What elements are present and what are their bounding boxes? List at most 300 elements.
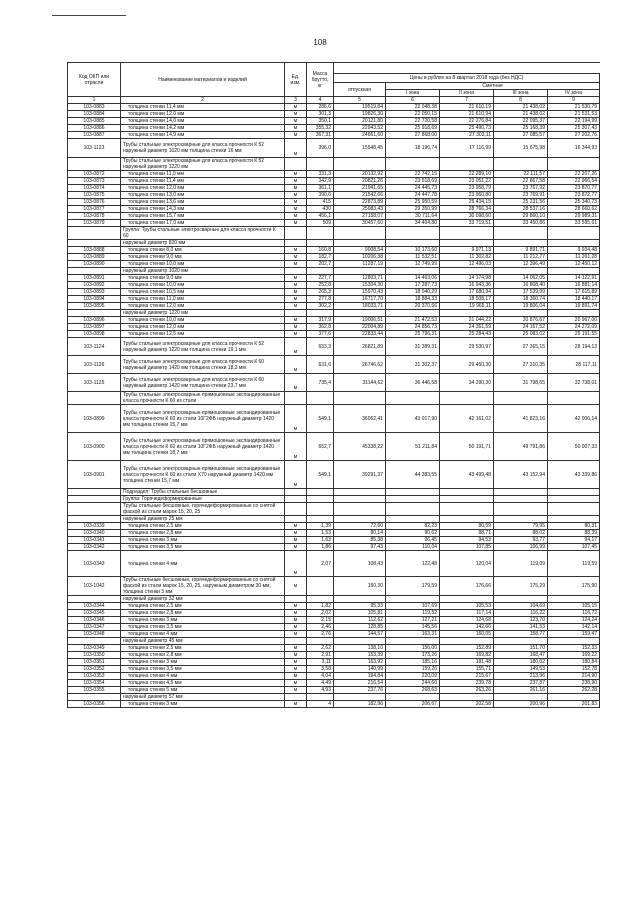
table-row [68,405,600,433]
table-row [68,185,600,192]
unit: м [285,617,307,624]
price-otpusk: 12803,71 [334,275,386,282]
mass [307,240,334,247]
table-row [68,544,600,551]
table-row [68,118,600,125]
price-otpusk: 163,92 [334,659,386,666]
price-zone2: 23 960,80 [440,192,494,199]
price-zone4 [548,503,600,516]
table-row [68,701,600,708]
price-otpusk: 18033,71 [334,303,386,310]
table-row [68,617,600,624]
price-zone2: 18 508,17 [440,296,494,303]
unit: м [285,331,307,338]
price-zone4 [548,694,600,701]
price-zone3: 151,70 [494,645,548,652]
table-row [68,282,600,289]
mass: 2,76 [307,631,334,638]
product-code: 103-0878 [68,213,121,220]
price-zone3 [494,227,548,240]
product-code: 103-0879 [68,220,121,227]
price-zone3: 237,87 [494,680,548,687]
price-zone1: 110,04 [386,544,440,551]
product-code: 103-0347 [68,624,121,631]
price-otpusk [334,489,386,496]
table-row [68,206,600,213]
price-zone4: 23 872,77 [548,192,600,199]
price-zone3: 25 231,56 [494,199,548,206]
table-row [68,139,600,158]
mass: 390,6 [307,192,334,199]
table-row [68,178,600,185]
price-otpusk: 22833,44 [334,331,386,338]
unit: м [285,303,307,310]
mass [307,268,334,275]
unit: м [285,374,307,392]
price-zone4: 22 207,26 [548,171,600,178]
product-name: толщина стенки 14,0 мм [121,118,285,125]
product-name: Подраздел: Трубы стальные бесшовные [121,489,285,496]
price-otpusk [334,158,386,171]
price-zone1: 43 017,90 [386,405,440,433]
price-zone4: 12 450,12 [548,261,600,268]
price-zone1: 36 446,58 [386,374,440,392]
col-smetnaya-header: Сметная [386,83,600,90]
price-zone4: 42 006,14 [548,405,600,433]
price-otpusk [334,596,386,603]
table-row [68,213,600,220]
price-zone4: 21 530,79 [548,104,600,111]
table-row [68,199,600,206]
price-zone2: 17 680,94 [440,289,494,296]
product-code [68,227,121,240]
product-name: толщина стенки 10,0 мм [121,317,285,324]
price-otpusk: 22943,52 [334,125,386,132]
col-mass-header: Масса брутто, кг [307,63,334,97]
price-zone1 [386,694,440,701]
col-number: 9 [548,97,600,104]
price-zone1: 127,21 [386,617,440,624]
product-code [68,240,121,247]
mass [307,310,334,317]
price-zone4: 105,15 [548,603,600,610]
price-zone3: 28 537,16 [494,206,548,213]
price-otpusk: 15970,43 [334,289,386,296]
price-zone4: 28 194,13 [548,338,600,356]
unit: м [285,338,307,356]
unit: м [285,537,307,544]
price-zone4: 28 660,62 [548,206,600,213]
price-zone3: 116,22 [494,610,548,617]
price-zone2: 33 719,51 [440,220,494,227]
mass: 252,8 [307,282,334,289]
price-zone3: 43 152,94 [494,461,548,489]
product-code: 103-0354 [68,680,121,687]
col-number: 6 [386,97,440,104]
price-zone3 [494,596,548,603]
price-zone3 [494,240,548,247]
product-name: Трубы стальные электросварные для класса прочности К 52 наружный диаметр 1220 мм [121,158,285,171]
price-otpusk [334,496,386,503]
product-name: Трубы стальные электросварные прямошовные экспандированные класса прочности К 60 из стали 10Г2ФБ наружный диаметр 1420 мм толщина стенки 15,7 мм [121,405,285,433]
table-header [68,63,600,104]
group-row [68,496,600,503]
price-zone1: 17 287,73 [386,282,440,289]
price-zone3 [494,310,548,317]
group-row [68,516,600,523]
price-otpusk [334,392,386,405]
group-row [68,310,600,317]
price-zone2: 160,05 [440,631,494,638]
mass: 509 [307,220,334,227]
price-zone4: 124,24 [548,617,600,624]
price-zone2: 29 450,30 [440,356,494,374]
price-otpusk: 16717,70 [334,296,386,303]
table-row [68,687,600,694]
price-zone1: 24 445,73 [386,185,440,192]
price-zone3 [494,516,548,523]
price-zone2: 9 971,13 [440,247,494,254]
price-zone2 [440,496,494,503]
product-name: Трубы стальные электросварные для класса прочности К 52 наружный диаметр 1020 мм толщина стенки 16 мм [121,139,285,158]
price-zone1: 27 868,00 [386,132,440,139]
unit: м [285,433,307,461]
table-row [68,659,600,666]
unit: м [285,544,307,551]
table-row [68,303,600,310]
price-zone1: 22 048,38 [386,104,440,111]
mass: 549,1 [307,405,334,433]
price-zone3: 16 808,40 [494,282,548,289]
product-name: наружный диаметр 32 мм [121,596,285,603]
price-zone2: 181,48 [440,659,494,666]
unit: м [285,125,307,132]
price-otpusk: 15304,30 [334,282,386,289]
price-zone4: 24 272,09 [548,324,600,331]
product-code: 103-0351 [68,659,121,666]
product-code: 103-0345 [68,610,121,617]
product-code: 103-0343 [68,551,121,577]
unit: м [285,111,307,118]
price-zone3: 261,16 [494,687,548,694]
unit: м [285,324,307,331]
unit: м [285,104,307,111]
unit: м [285,220,307,227]
product-name: толщина стенки 2,5 мм [121,603,285,610]
table-row [68,132,600,139]
price-zone1 [386,268,440,275]
product-name: толщина стенки 10,0 мм [121,261,285,268]
price-zone2: 23 051,22 [440,178,494,185]
unit [285,694,307,701]
price-zone4: 32 738,01 [548,374,600,392]
price-otpusk [334,516,386,523]
price-otpusk: 85,38 [334,537,386,544]
price-zone4 [548,240,600,247]
mass [307,516,334,523]
unit: м [285,610,307,617]
price-zone2: 120,04 [440,551,494,577]
unit: м [285,461,307,489]
price-zone1: 145,56 [386,624,440,631]
price-zone4: 17 615,89 [548,289,600,296]
product-name: Трубы стальные электросварные прямошовные экспандированные класса прочности К 60 из стали 10Г2ФБ наружный диаметр 1420 мм толщина стенки 18,7 мм [121,433,285,461]
price-zone1: 10 173,60 [386,247,440,254]
price-zone3: 22 867,58 [494,178,548,185]
price-zone2 [440,638,494,645]
price-zone3 [494,268,548,275]
price-zone1 [386,503,440,516]
price-zone4: 152,78 [548,666,600,673]
price-zone2: 34 290,30 [440,374,494,392]
product-code: 103-0885 [68,118,121,125]
price-zone3: 119,09 [494,551,548,577]
mass: 286,6 [307,104,334,111]
product-code: 103-0874 [68,185,121,192]
mass: 182,7 [307,254,334,261]
product-code: 103-0899 [68,405,121,433]
price-zone3 [494,694,548,701]
unit: м [285,701,307,708]
price-otpusk: 95,33 [334,603,386,610]
product-name: толщина стенки 2,8 мм [121,610,285,617]
col-number: 4 [307,97,334,104]
price-zone2: 28 766,34 [440,206,494,213]
price-zone1: 30 711,64 [386,213,440,220]
price-otpusk: 26746,62 [334,356,386,374]
price-zone2: 30 098,60 [440,213,494,220]
product-code [68,489,121,496]
table-row [68,461,600,489]
table-row [68,254,600,261]
price-otpusk: 182,96 [334,701,386,708]
price-otpusk: 24661,60 [334,132,386,139]
table-row [68,537,600,544]
price-zone1: 25 950,59 [386,199,440,206]
unit [285,392,307,405]
table-row [68,624,600,631]
price-zone1: 20 370,66 [386,303,440,310]
product-code: 103-0892 [68,282,121,289]
product-code [68,516,121,523]
price-zone1: 173,26 [386,652,440,659]
price-otpusk [334,694,386,701]
price-zone1: 90,62 [386,530,440,537]
mass: 350,1 [307,118,334,125]
price-zone4 [548,310,600,317]
product-name: толщина стенки 10,5 мм [121,289,285,296]
table-row [68,220,600,227]
mass [307,577,334,596]
unit: м [285,603,307,610]
price-zone4 [548,496,600,503]
price-zone1: 156,00 [386,645,440,652]
product-code: 103-0348 [68,631,121,638]
price-zone2: 11 302,82 [440,254,494,261]
price-zone1: 220,09 [386,673,440,680]
price-zone2 [440,240,494,247]
mass [307,694,334,701]
price-otpusk: 19006,51 [334,317,386,324]
mass: 1,82 [307,603,334,610]
price-zone1: 25 796,31 [386,331,440,338]
price-zone2: 50 191,71 [440,433,494,461]
table-row [68,317,600,324]
mass: 3,11 [307,659,334,666]
price-zone2: 107,85 [440,544,494,551]
price-zone1: 23 518,69 [386,178,440,185]
price-zone4: 9 934,48 [548,247,600,254]
table-body [68,104,600,708]
price-zone4 [548,489,600,496]
price-zone4: 16 344,93 [548,139,600,158]
price-zone2 [440,516,494,523]
table-row [68,275,600,282]
price-zone2: 25 284,43 [440,331,494,338]
unit [285,503,307,516]
price-zone1 [386,489,440,496]
col-otpusk-header: отпускная [334,83,386,97]
col-number: 8 [494,97,548,104]
price-zone2: 169,82 [440,652,494,659]
unit: м [285,247,307,254]
price-zone3: 18 360,74 [494,296,548,303]
mass [307,503,334,516]
price-zone1: 122,48 [386,551,440,577]
price-zone4 [548,638,600,645]
price-zone1: 22 050,15 [386,111,440,118]
product-name: толщина стенки 11,4 мм [121,104,285,111]
table-row [68,171,600,178]
unit [285,596,307,603]
price-zone4 [548,268,600,275]
price-otpusk: 22004,89 [334,324,386,331]
product-code: 103-0344 [68,603,121,610]
product-name: толщина стенки 12,0 мм [121,324,285,331]
price-otpusk: 150,30 [334,577,386,596]
price-zone3: 31 798,65 [494,374,548,392]
price-zone3: 11 212,77 [494,254,548,261]
price-otpusk: 138,10 [334,645,386,652]
price-zone2 [440,227,494,240]
price-zone4: 19 891,74 [548,303,600,310]
unit: м [285,254,307,261]
product-code [68,158,121,171]
mass [307,158,334,171]
price-zone4 [548,392,600,405]
price-zone3: 141,53 [494,624,548,631]
price-zone3: 149,53 [494,666,548,673]
price-zone3: 175,29 [494,577,548,596]
product-name: наружный диаметр 45 мм [121,638,285,645]
price-zone4: 116,72 [548,610,600,617]
product-code [68,496,121,503]
price-zone3: 41 823,16 [494,405,548,433]
table-row [68,247,600,254]
unit: м [285,118,307,125]
product-code: 103-0349 [68,645,121,652]
product-code: 103-0355 [68,687,121,694]
table-row [68,111,600,118]
unit: м [285,282,307,289]
mass [307,496,334,503]
table-row [68,324,600,331]
unit: м [285,261,307,268]
product-code: 103-0901 [68,461,121,489]
price-zone4: 33 595,61 [548,220,600,227]
price-zone3: 22 111,57 [494,171,548,178]
mass: 317,9 [307,317,334,324]
price-zone2: 94,53 [440,537,494,544]
price-otpusk: 144,57 [334,631,386,638]
price-zone4: 152,33 [548,645,600,652]
price-zone2 [440,158,494,171]
product-code: 103-0346 [68,617,121,624]
table-row [68,680,600,687]
mass: 3,58 [307,666,334,673]
product-code [68,268,121,275]
price-zone4: 201,83 [548,701,600,708]
price-zone1: 159,26 [386,666,440,673]
table-row [68,289,600,296]
product-name: толщина стенки 3 мм [121,701,285,708]
mass: 227,7 [307,275,334,282]
price-otpusk: 31144,62 [334,374,386,392]
price-zone1: 22 720,58 [386,118,440,125]
price-zone3: 20 876,67 [494,317,548,324]
price-zone4: 29 989,31 [548,213,600,220]
unit: м [285,631,307,638]
product-name: Группа: Горячедеформированные [121,496,285,503]
price-otpusk [334,310,386,317]
product-name: Трубы стальные бесшовные, горячедеформированные со снятой фаской из стали марок 15, 20, 25, наружным диаметром 30 мм, толщина стенки 3 мм [121,577,285,596]
price-otpusk: 25983,43 [334,206,386,213]
product-name: наружный диаметр 820 мм [121,240,285,247]
price-table [67,62,600,708]
price-zone1: 18 884,33 [386,296,440,303]
price-zone2: 25 490,73 [440,125,494,132]
product-name: толщина стенки 4 мм [121,631,285,638]
price-zone3 [494,638,548,645]
unit: м [285,185,307,192]
mass: 302,2 [307,303,334,310]
product-code: 103-0900 [68,433,121,461]
unit: м [285,624,307,631]
price-zone4: 43 339,86 [548,461,600,489]
product-name: толщина стенки 10,0 мм [121,282,285,289]
group-row [68,158,600,171]
table-row [68,610,600,617]
price-otpusk [334,227,386,240]
price-otpusk: 11287,19 [334,261,386,268]
price-zone2: 12 496,03 [440,261,494,268]
group-row [68,227,600,240]
unit: м [285,213,307,220]
table-row [68,433,600,461]
price-otpusk: 27158,07 [334,213,386,220]
top-rule [52,15,126,16]
product-code: 103-0888 [68,247,121,254]
price-otpusk: 97,43 [334,544,386,551]
price-zone4: 159,47 [548,631,600,638]
price-otpusk: 21542,66 [334,192,386,199]
price-zone4: 180,84 [548,659,600,666]
price-zone3 [494,503,548,516]
table-row [68,338,600,356]
price-otpusk: 26821,89 [334,338,386,356]
product-code: 103-0340 [68,530,121,537]
price-zone2: 23 958,79 [440,185,494,192]
